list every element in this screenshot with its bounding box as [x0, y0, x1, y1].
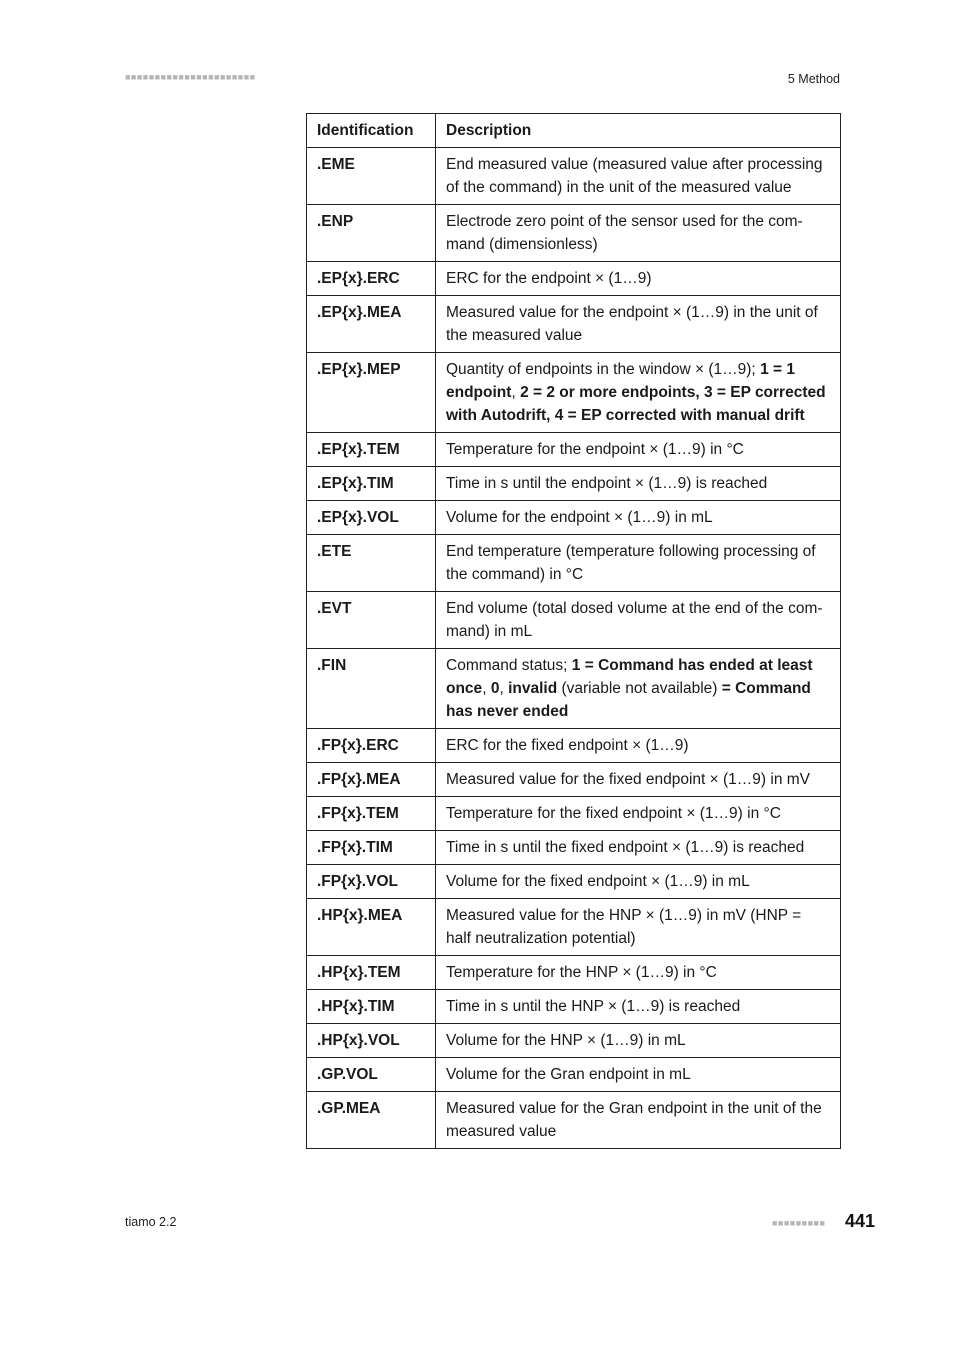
description-text: End measured value (measured value after processing of the command) in the unit of the measured value	[446, 156, 823, 196]
header-decoration: ■■■■■■■■■■■■■■■■■■■■■■	[125, 72, 256, 82]
description-text: ERC for the fixed endpoint × (1…9)	[446, 737, 689, 754]
description-bold-text: 0	[490, 680, 500, 697]
description-text: Temperature for the endpoint × (1…9) in °C	[446, 441, 744, 458]
description-bold-text: invalid	[508, 680, 558, 697]
description-bold-text: 1 = Command has ended at least once	[446, 657, 813, 697]
description-text: Time in s until the HNP × (1…9) is reached	[446, 998, 741, 1015]
identification-cell: .EP{x}.MEA	[307, 296, 436, 353]
table-row	[307, 763, 841, 797]
identification-cell: .FP{x}.MEA	[307, 763, 436, 797]
table-row	[307, 865, 841, 899]
identification-cell: .EP{x}.ERC	[307, 262, 436, 296]
description-text: ,	[511, 384, 521, 401]
description-cell	[436, 501, 841, 535]
table-row	[307, 433, 841, 467]
table-row	[307, 296, 841, 353]
description-cell	[436, 592, 841, 649]
identification-cell: .HP{x}.TIM	[307, 990, 436, 1024]
description-cell	[436, 763, 841, 797]
table-row	[307, 990, 841, 1024]
identification-cell: .FP{x}.VOL	[307, 865, 436, 899]
page-number: 441	[845, 1211, 876, 1231]
identification-cell: .HP{x}.VOL	[307, 1024, 436, 1058]
identification-cell: .FIN	[307, 649, 436, 729]
table-row	[307, 148, 841, 205]
table-row	[307, 467, 841, 501]
description-text: ,	[482, 680, 491, 697]
description-cell	[436, 148, 841, 205]
description-cell	[436, 649, 841, 729]
description-cell	[436, 899, 841, 956]
description-cell	[436, 467, 841, 501]
description-text: ,	[499, 680, 509, 697]
description-text: End volume (total dosed volume at the end of the command) in mL	[446, 600, 823, 640]
description-cell	[436, 1024, 841, 1058]
description-text: Measured value for the endpoint × (1…9) in the unit of the measured value	[446, 304, 818, 344]
identification-cell: .EP{x}.TIM	[307, 467, 436, 501]
product-name: tiamo 2.2	[125, 1215, 177, 1229]
identification-cell: .ENP	[307, 205, 436, 262]
description-text: Time in s until the fixed endpoint × (1…9) is reached	[446, 839, 805, 856]
table-row	[307, 205, 841, 262]
table-row	[307, 729, 841, 763]
description-cell	[436, 433, 841, 467]
table-row	[307, 1024, 841, 1058]
description-cell	[436, 353, 841, 433]
identification-cell: .EP{x}.MEP	[307, 353, 436, 433]
description-text: Measured value for the HNP × (1…9) in mV (HNP = half neutralization potential)	[446, 907, 802, 947]
table-row	[307, 956, 841, 990]
table-row	[307, 1092, 841, 1149]
identification-cell: .ETE	[307, 535, 436, 592]
column-header-description: Description	[436, 114, 841, 148]
description-text: End temperature (temperature following processing of the command) in °C	[446, 543, 816, 583]
table-row	[307, 1058, 841, 1092]
description-cell	[436, 535, 841, 592]
footer-decoration: ■■■■■■■■■	[772, 1218, 826, 1228]
description-text: Electrode zero point of the sensor used for the command (dimensionless)	[446, 213, 803, 253]
table-row	[307, 262, 841, 296]
description-bold-text: = Command has never ended	[446, 680, 811, 720]
identification-cell: .EVT	[307, 592, 436, 649]
identification-cell: .GP.VOL	[307, 1058, 436, 1092]
table-header-row	[307, 114, 841, 148]
description-text: Volume for the fixed endpoint × (1…9) in mL	[446, 873, 750, 890]
identification-cell: .EP{x}.TEM	[307, 433, 436, 467]
identification-cell: .HP{x}.TEM	[307, 956, 436, 990]
identification-cell: .EP{x}.VOL	[307, 501, 436, 535]
description-cell	[436, 1092, 841, 1149]
description-cell	[436, 296, 841, 353]
description-text: (variable not available)	[557, 680, 722, 697]
table-row	[307, 797, 841, 831]
table-row	[307, 353, 841, 433]
identification-cell: .FP{x}.TEM	[307, 797, 436, 831]
description-cell	[436, 797, 841, 831]
identification-cell: .FP{x}.TIM	[307, 831, 436, 865]
description-text: Measured value for the Gran endpoint in the unit of the measured value	[446, 1100, 822, 1140]
table-row	[307, 501, 841, 535]
section-title: 5 Method	[787, 72, 840, 86]
table-row	[307, 649, 841, 729]
table-row	[307, 592, 841, 649]
variables-table	[306, 113, 841, 1149]
description-cell	[436, 865, 841, 899]
description-text: Volume for the HNP × (1…9) in mL	[446, 1032, 686, 1049]
description-text: Temperature for the HNP × (1…9) in °C	[446, 964, 717, 981]
description-text: Measured value for the fixed endpoint × (1…9) in mV	[446, 771, 811, 788]
description-text: Temperature for the fixed endpoint × (1…9) in °C	[446, 805, 781, 822]
table-row	[307, 535, 841, 592]
identification-cell: .FP{x}.ERC	[307, 729, 436, 763]
description-cell	[436, 205, 841, 262]
description-cell	[436, 990, 841, 1024]
description-cell	[436, 1058, 841, 1092]
description-cell	[436, 956, 841, 990]
identification-cell: .EME	[307, 148, 436, 205]
description-text: Volume for the endpoint × (1…9) in mL	[446, 509, 713, 526]
column-header-identification: Identification	[307, 114, 436, 148]
table-row	[307, 899, 841, 956]
description-cell	[436, 729, 841, 763]
description-cell	[436, 262, 841, 296]
description-text: Quantity of endpoints in the window × (1…9);	[446, 361, 761, 378]
description-text: Volume for the Gran endpoint in mL	[446, 1066, 691, 1083]
description-cell	[436, 831, 841, 865]
description-text: Time in s until the endpoint × (1…9) is reached	[446, 475, 768, 492]
description-bold-text: 2 = 2 or more endpoints, 3 = EP corrected with Autodrift, 4 = EP corrected with manual drift	[446, 384, 826, 424]
identification-cell: .HP{x}.MEA	[307, 899, 436, 956]
description-bold-text: 1 = 1 endpoint	[446, 361, 795, 401]
description-text: Command status;	[446, 657, 572, 674]
table-body	[307, 148, 841, 1149]
description-text: ERC for the endpoint × (1…9)	[446, 270, 652, 287]
table-row	[307, 831, 841, 865]
identification-cell: .GP.MEA	[307, 1092, 436, 1149]
